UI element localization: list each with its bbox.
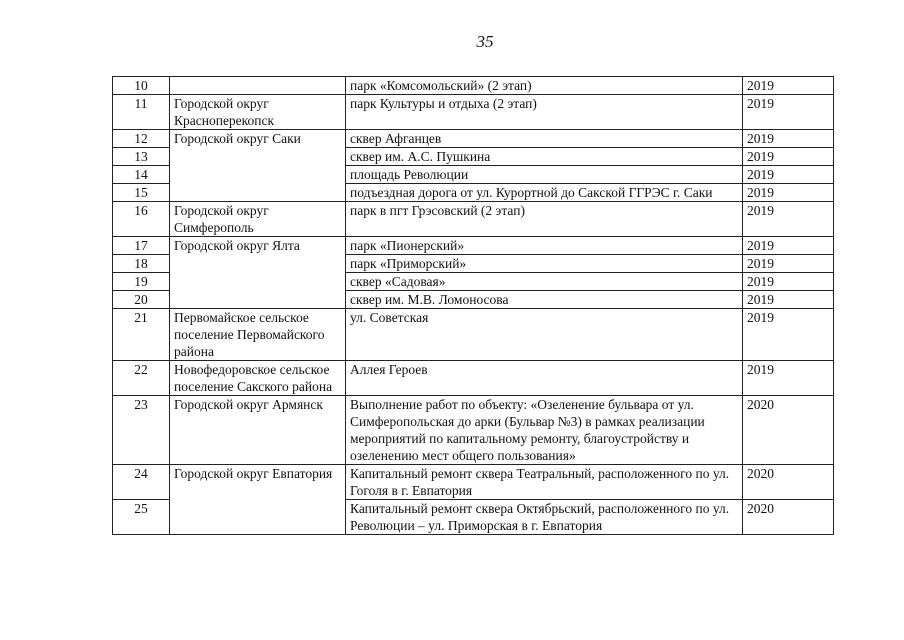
row-number: 21 (113, 309, 170, 361)
object-cell: Выполнение работ по объекту: «Озеленение бульвара от ул. Симферопольская до арки (Бульвар №3) в рамках реализации мероприятий по капитальному ремонту, благоустройству и озеленению мест общего пользования» (346, 396, 743, 465)
table-row (113, 202, 834, 237)
row-number: 13 (113, 148, 170, 166)
year-cell: 2019 (743, 255, 834, 273)
object-cell: парк «Комсомольский» (2 этап) (346, 77, 743, 95)
object-cell: парк «Пионерский» (346, 237, 743, 255)
table-row (113, 465, 834, 500)
object-cell: подъездная дорога от ул. Курортной до Сакской ГГРЭС г. Саки (346, 184, 743, 202)
object-cell: сквер им. М.В. Ломоносова (346, 291, 743, 309)
row-number: 23 (113, 396, 170, 465)
district-cell: Городской округ Армянск (170, 396, 346, 465)
object-cell: Капитальный ремонт сквера Театральный, расположенного по ул. Гоголя в г. Евпатория (346, 465, 743, 500)
table-row (113, 309, 834, 361)
year-cell: 2019 (743, 95, 834, 130)
year-cell: 2019 (743, 361, 834, 396)
object-cell: парк Культуры и отдыха (2 этап) (346, 95, 743, 130)
page-number: 35 (476, 32, 494, 51)
year-cell: 2020 (743, 465, 834, 500)
row-number: 20 (113, 291, 170, 309)
row-number: 25 (113, 500, 170, 535)
year-cell: 2020 (743, 396, 834, 465)
district-cell: Первомайское сельское поселение Первомайского района (170, 309, 346, 361)
object-cell: ул. Советская (346, 309, 743, 361)
table-row (113, 361, 834, 396)
row-number: 19 (113, 273, 170, 291)
row-number: 11 (113, 95, 170, 130)
district-cell: Новофедоровское сельское поселение Сакского района (170, 361, 346, 396)
row-number: 18 (113, 255, 170, 273)
year-cell: 2019 (743, 184, 834, 202)
row-number: 16 (113, 202, 170, 237)
table-row (113, 95, 834, 130)
table-row (113, 396, 834, 465)
year-cell: 2019 (743, 148, 834, 166)
year-cell: 2019 (743, 130, 834, 148)
district-cell: Городской округ Ялта (170, 237, 346, 309)
district-cell: Городской округ Красноперекопск (170, 95, 346, 130)
district-cell: Городской округ Евпатория (170, 465, 346, 535)
object-cell: парк в пгт Грэсовский (2 этап) (346, 202, 743, 237)
object-cell: парк «Приморский» (346, 255, 743, 273)
object-cell: сквер им. А.С. Пушкина (346, 148, 743, 166)
year-cell: 2019 (743, 166, 834, 184)
district-cell (170, 77, 346, 95)
row-number: 24 (113, 465, 170, 500)
year-cell: 2019 (743, 202, 834, 237)
year-cell: 2019 (743, 273, 834, 291)
year-cell: 2019 (743, 309, 834, 361)
object-cell: площадь Революции (346, 166, 743, 184)
year-cell: 2019 (743, 291, 834, 309)
row-number: 12 (113, 130, 170, 148)
object-cell: сквер Афганцев (346, 130, 743, 148)
object-cell: Аллея Героев (346, 361, 743, 396)
district-cell: Городской округ Симферополь (170, 202, 346, 237)
table-row (113, 130, 834, 148)
row-number: 17 (113, 237, 170, 255)
object-cell: Капитальный ремонт сквера Октябрьский, расположенного по ул. Революции – ул. Приморская в г. Евпатория (346, 500, 743, 535)
district-cell: Городской округ Саки (170, 130, 346, 202)
row-number: 15 (113, 184, 170, 202)
row-number: 10 (113, 77, 170, 95)
table-row (113, 237, 834, 255)
row-number: 22 (113, 361, 170, 396)
object-cell: сквер «Садовая» (346, 273, 743, 291)
year-cell: 2020 (743, 500, 834, 535)
row-number: 14 (113, 166, 170, 184)
year-cell: 2019 (743, 237, 834, 255)
document-table (112, 76, 834, 535)
year-cell: 2019 (743, 77, 834, 95)
table-row (113, 77, 834, 95)
